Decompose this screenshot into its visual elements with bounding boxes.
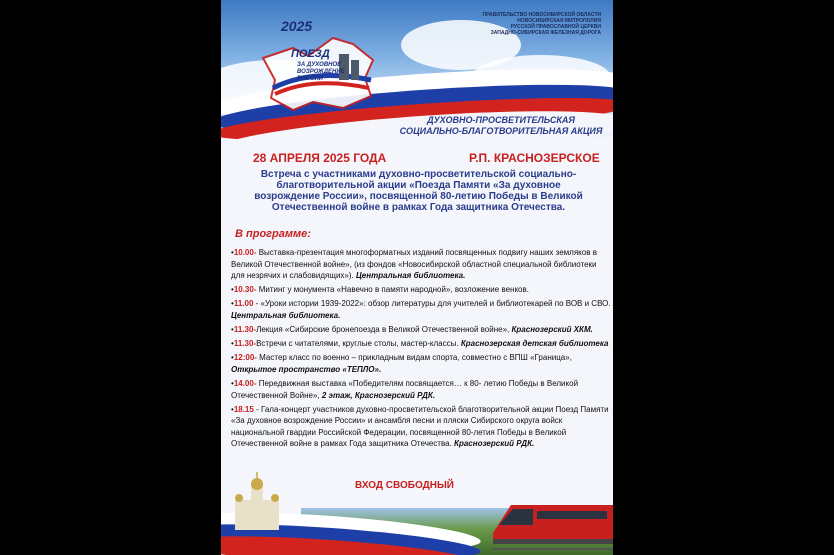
logo-title: ПОЕЗД <box>291 48 330 60</box>
program-time: 11.30- <box>233 339 257 349</box>
program-item: •10.30- Митинг у монумента «Навечно в памяти народной», возложение венков. <box>231 285 529 295</box>
program-text: - Гала-концерт участников духовно-просветительской благотворительной акции Поезд Памяти «За духовное возрождение России» и ансамбля песни и пляски Сибирского округа войск национальной гвардии Российской Федерации, посвященной 80-летия Победы в Великой Отечественной войне в рамках Года защитника Отечества. <box>231 404 609 449</box>
logo-subtitle: ЗА ДУХОВНОЕ ВОЗРОЖДЕНИЕ РОССИИ <box>297 62 345 82</box>
program-item: •12:00- Мастер класс по военно – прикладным видам спорта, совместно с ВПШ «Граница», Открытое пространство «ТЕПЛО». <box>231 353 572 374</box>
program-item: •11.30-Встречи с читателями, круглые столы, мастер-классы. Краснозерская детская библиотека <box>231 339 609 349</box>
meeting-description: Встреча с участниками духовно-просветительской социально-благотворительной акции «Поезда Памяти «За духовное возрождение России», посвященной 80-летию Победы в Великой Отечественной войне в рамках Года защитника Отечества. <box>254 169 583 213</box>
event-date: 28 АПРЕЛЯ 2025 ГОДА <box>253 151 387 165</box>
program-time: 11.30- <box>233 325 257 335</box>
program-venue: Краснозерская детская библиотека <box>460 339 609 349</box>
program-item: •11.00 - «Уроки истории 1939-2022»: обзор литературы для учителей и библиотекарей по ВОВ и СВО. Центральная библиотека. <box>231 299 611 320</box>
organizer: ПРАВИТЕЛЬСТВО НОВОСИБИРСКОЙ ОБЛАСТИ <box>482 12 601 18</box>
organizer: ЗАПАДНО-СИБИРСКАЯ ЖЕЛЕЗНАЯ ДОРОГА <box>490 30 601 36</box>
program-item: •18.15 - Гала-концерт участников духовно-просветительской благотворительной акции Поезд Памяти «За духовное возрождение России» и ансамбля песни и пляски Сибирского округа войск национальной гвардии Российской Федерации, посвященной 80-летия Победы в Великой Отечественной войне в рамках Года защитника Отечества. Краснозерский РДК. <box>231 404 609 449</box>
program-item: •10.00- Выставка-презентация многоформатных изданий посвященных подвигу наших земляков в Великой Отечественной войне», (из фондов «Новосибирской областной специальной библиотеки для незрячих и слабовидящих»). Центральная библиотека. <box>231 248 597 281</box>
program-venue: Краснозерский ХКМ. <box>511 325 593 335</box>
program-venue: Краснозерский РДК. <box>454 439 535 449</box>
church-icon <box>227 470 287 530</box>
program-text: - «Уроки истории 1939-2022»: обзор литературы для учителей и библиотекарей по ВОВ и СВО. <box>253 299 611 309</box>
event-place: Р.П. КРАСНОЗЕРСКОЕ <box>469 151 600 165</box>
program-time: 10.30- <box>233 285 257 295</box>
program-text: Встречи с читателями, круглые столы, мастер-классы. <box>256 339 461 349</box>
program-item: •11.30-Лекция «Сибирские бронепоезда в Великой Отечественной войне», Краснозерский ХКМ. <box>231 325 593 335</box>
program-venue: Открытое пространство «ТЕПЛО». <box>231 364 382 374</box>
program-venue: 2 этаж, Краснозерский РДК. <box>321 390 436 400</box>
event-poster <box>221 0 613 555</box>
organizer: НОВОСИБИРСКАЯ МИТРОПОЛИЯ <box>517 18 601 24</box>
program-heading: В программе: <box>235 228 311 240</box>
program-item: •14.00- Передвижная выставка «Победителям посвящается… к 80- летию Победы в Великой Отечественной Войне», 2 этаж, Краснозерский РДК. <box>231 378 579 400</box>
logo-year: 2025 <box>281 18 313 34</box>
program-venue: Центральная библиотека. <box>231 310 341 320</box>
program-text: Лекция «Сибирские бронепоезда в Великой Отечественной войне», <box>256 325 512 335</box>
program-text: Выставка-презентация многоформатных изданий посвященных подвигу наших земляков в Великой Отечественной войне», (из фондов «Новосибирской областной специальной библиотеки для незрячих и слабовидящих»). <box>231 248 597 281</box>
program-time: 11.00 <box>233 299 254 309</box>
organizer: РУССКОЙ ПРАВОСЛАВНОЙ ЦЕРКВИ <box>510 24 601 30</box>
program-text: Передвижная выставка «Победителям посвящается… к 80- летию Победы в Великой Отечественной Войне», <box>231 378 579 400</box>
program-text: Мастер класс по военно – прикладным видам спорта, совместно с ВПШ «Граница», <box>256 353 572 363</box>
program-time: 10.00- <box>233 248 257 257</box>
poezd-logo <box>253 18 383 118</box>
program-venue: Центральная библиотека. <box>355 271 466 281</box>
free-entry-label: ВХОД СВОБОДНЫЙ <box>355 480 454 491</box>
program-time: 18.15 <box>233 404 254 414</box>
program-time: 12:00- <box>233 353 257 363</box>
program-list <box>231 247 611 453</box>
organizers-list <box>451 12 601 36</box>
action-type: ДУХОВНО-ПРОСВЕТИТЕЛЬСКАЯ СОЦИАЛЬНО-БЛАГОТВОРИТЕЛЬНАЯ АКЦИЯ <box>399 115 603 136</box>
train-icon <box>493 495 613 555</box>
program-text: Митинг у монумента «Навечно в памяти народной», возложение венков. <box>256 285 529 295</box>
program-time: 14.00- <box>233 378 257 388</box>
